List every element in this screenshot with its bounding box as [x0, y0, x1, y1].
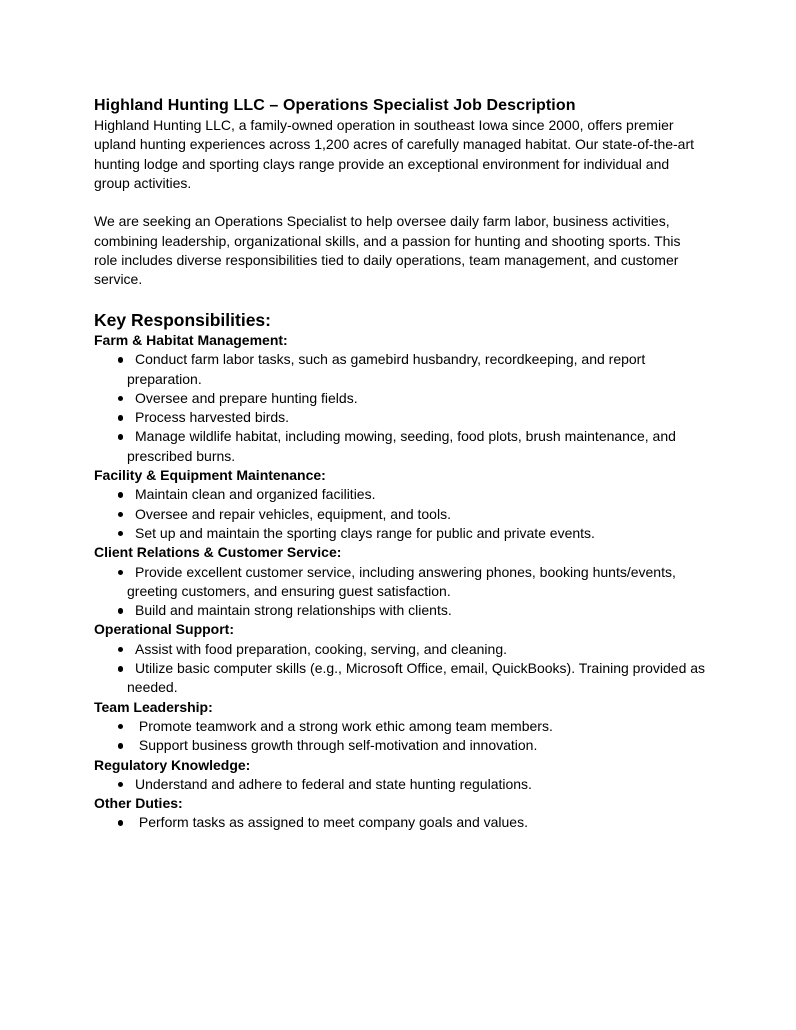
paragraph-spacer [94, 193, 706, 212]
paragraph-spacer [94, 290, 706, 309]
section-heading: Other Duties: [94, 795, 183, 812]
section-heading: Team Leadership: [94, 698, 213, 715]
bullet-item: Set up and maintain the sporting clays range for public and private events. [94, 524, 706, 543]
section-heading: Operational Support: [94, 621, 234, 638]
bullet-list [94, 813, 706, 832]
section-regulatory-knowledge [94, 756, 706, 795]
bullet-list [94, 563, 706, 621]
intro-paragraph-1: Highland Hunting LLC, a family-owned operation in southeast Iowa since 2000, offers premier upland hunting experiences across 1,200 acres of carefully managed habitat. Our state-of-the-art hunting lodge and sporting clays range provide an exceptional environment for individual and group activities. [94, 117, 695, 191]
document-content [94, 0, 709, 833]
bullet-item: Conduct farm labor tasks, such as gamebird husbandry, recordkeeping, and report preparation. [94, 350, 706, 389]
bullet-item: Understand and adhere to federal and state hunting regulations. [94, 775, 706, 794]
bullet-list [94, 717, 706, 756]
bullet-item: Oversee and repair vehicles, equipment, and tools. [94, 505, 706, 524]
bullet-item: Provide excellent customer service, including answering phones, booking hunts/events, greeting customers, and ensuring guest satisfaction. [94, 563, 706, 602]
section-heading: Farm & Habitat Management: [94, 331, 288, 348]
intro-paragraph-2: We are seeking an Operations Specialist to help oversee daily farm labor, business activities, combining leadership, organizational skills, and a passion for hunting and shooting sports. This role includes diverse responsibilities tied to daily operations, team management, and customer service. [94, 213, 681, 288]
bullet-item: Maintain clean and organized facilities. [94, 485, 706, 504]
section-heading: Client Relations & Customer Service: [94, 544, 342, 561]
section-heading: Facility & Equipment Maintenance: [94, 467, 326, 484]
bullet-item: Manage wildlife habitat, including mowing, seeding, food plots, brush maintenance, and prescribed burns. [94, 427, 706, 466]
bullet-list [94, 485, 706, 543]
section-farm-habitat-management [94, 331, 706, 466]
bullet-item: Utilize basic computer skills (e.g., Microsoft Office, email, QuickBooks). Training provided as needed. [94, 659, 706, 698]
section-other-duties [94, 794, 706, 833]
bullet-item: Oversee and prepare hunting fields. [94, 389, 706, 408]
bullet-item: Perform tasks as assigned to meet company goals and values. [94, 813, 706, 832]
bullet-item: Promote teamwork and a strong work ethic among team members. [94, 717, 706, 736]
bullet-list [94, 640, 709, 698]
bullet-item: Process harvested birds. [94, 408, 706, 427]
bullet-item: Build and maintain strong relationships with clients. [94, 601, 706, 620]
section-client-relations-customer-service [94, 543, 706, 620]
section-operational-support [94, 620, 709, 697]
bullet-list [94, 775, 706, 794]
section-heading: Regulatory Knowledge: [94, 756, 251, 773]
bullet-list [94, 350, 706, 466]
bullet-item: Assist with food preparation, cooking, serving, and cleaning. [94, 640, 706, 659]
section-team-leadership [94, 698, 706, 756]
bullet-item: Support business growth through self-motivation and innovation. [94, 736, 706, 755]
document-title: Highland Hunting LLC – Operations Specialist Job Description [94, 97, 576, 114]
key-responsibilities-heading: Key Responsibilities: [94, 309, 271, 330]
section-facility-equipment-maintenance [94, 466, 706, 543]
